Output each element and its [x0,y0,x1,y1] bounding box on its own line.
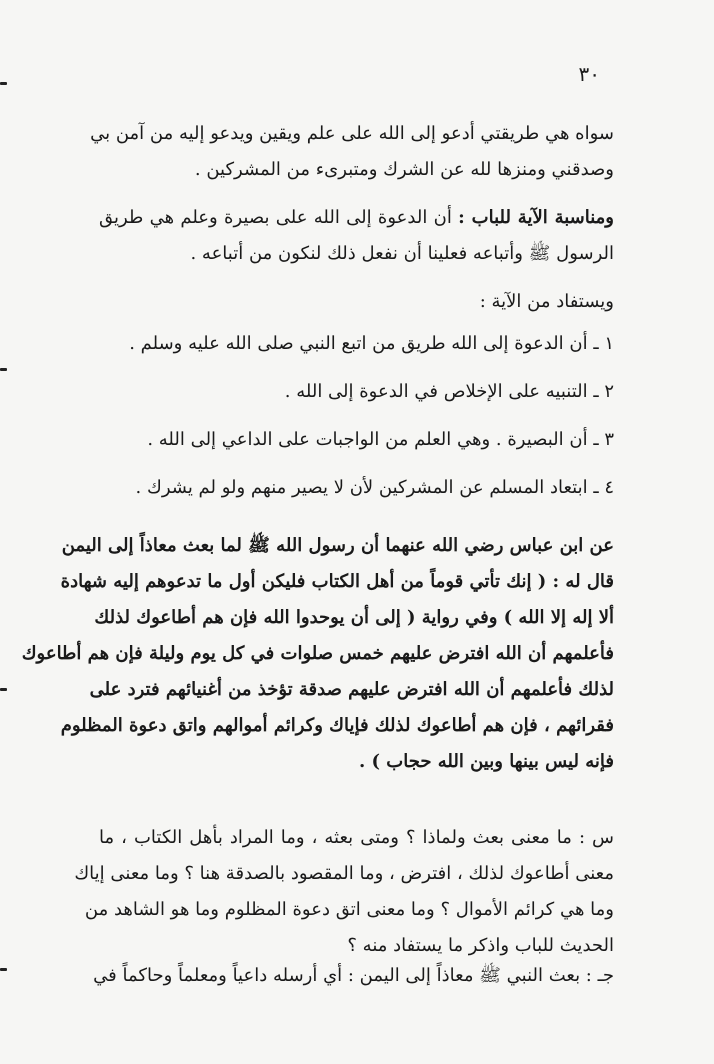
edge-mark [0,82,7,85]
text-line: لذلك فأعلمهم أن الله افترض عليهم صدقة تؤخذ من أغنيائهم فترد على [89,679,614,700]
list-item: ٢ ـ التنبيه على الإخلاص في الدعوة إلى الله . [284,381,614,402]
list-item: ١ ـ أن الدعوة إلى الله طريق من اتبع النبي صلى الله عليه وسلم . [129,333,614,354]
text-line: جـ : بعث النبي ﷺ معاذاً إلى اليمن : أي أرسله داعياً ومعلماً وحاكماً في [93,965,614,986]
edge-mark [0,368,7,371]
text-line: وما هي كرائم الأموال ؟ وما معنى اتق دعوة المظلوم وما هو الشاهد من [84,899,614,920]
question-block [74,820,614,964]
relevance-label: ومناسبة الآية للباب : [458,207,614,228]
text-line: فقرائهم ، فإن هم أطاعوك لذلك فإياك وكرائم أموالهم واتق دعوة المظلوم [60,715,614,736]
list-item: ٣ ـ أن البصيرة . وهي العلم من الواجبات على الداعي إلى الله . [147,429,614,450]
text-line: سواه هي طريقتي أدعو إلى الله على علم ويقين ويدعو إليه من آمن بي [90,123,614,144]
text-line: فأعلمهم أن الله افترض عليهم خمس صلوات في كل يوم وليلة فإن هم أطاعوك [21,643,614,664]
text-line: قال له : ( إنك تأتي قوماً من أهل الكتاب فليكن أول ما تدعوهم إليه شهادة [60,571,614,592]
answer-block [93,958,614,994]
text-line: وصدقني ومنزها لله عن الشرك ومتبرىء من المشركين . [194,159,614,180]
edge-mark [0,688,7,691]
text-line: الرسول ﷺ وأتباعه فعلينا أن نفعل ذلك لنكون من أتباعه . [190,243,614,264]
benefits-list [99,284,614,512]
benefits-intro: ويستفاد من الآية : [479,291,614,312]
text-line: س : ما معنى بعث ولماذا ؟ ومتى بعثه ، وما المراد بأهل الكتاب ، ما [99,827,614,848]
text-line: الحديث للباب واذكر ما يستفاد منه ؟ [347,935,614,956]
hadith-text [21,528,614,780]
text-line: ألا إله إلا الله ) وفي رواية ( إلى أن يوحدوا الله فإن هم أطاعوك لذلك [94,607,614,628]
text-line: عن ابن عباس رضي الله عنهما أن رسول الله ﷺ لما بعث معاذاً إلى اليمن [61,535,614,556]
text-line: معنى أطاعوك لذلك ، افترض ، وما المقصود بالصدقة هنا ؟ وما معنى إياك [74,863,614,884]
paragraph-intro [90,116,614,188]
paragraph-relevance [99,200,614,272]
text-line [99,200,614,236]
relevance-text: أن الدعوة إلى الله على بصيرة وعلم هي طريق [99,207,452,228]
page-number: ٣٠ [578,62,600,86]
list-item: ٤ ـ ابتعاد المسلم عن المشركين لأن لا يصير منهم ولو لم يشرك . [135,477,614,498]
edge-mark [0,968,7,971]
text-line: فإنه ليس بينها وبين الله حجاب ) . [358,751,614,772]
